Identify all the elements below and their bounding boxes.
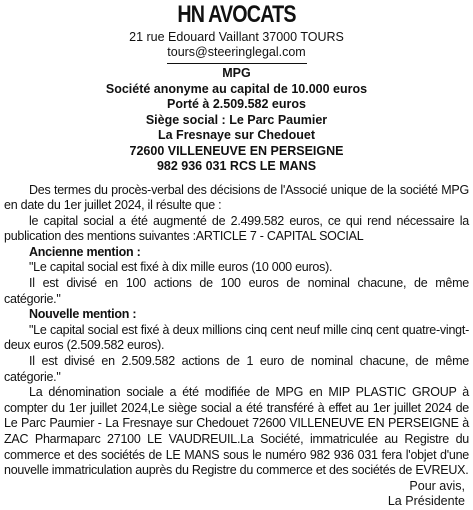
company-name: MPG [222,66,251,80]
capital-change-paragraph: le capital social a été augmenté de 2.499.582 euros, ce qui rend nécessaire la publication des mentions suivantes :ARTICLE 7 - CAPITAL SOCIAL [4,213,469,244]
notice-body [4,183,469,479]
new-mention-line-2: Il est divisé en 2.509.582 actions de 1 euro de nominal chacune, de même catégorie." [4,354,469,384]
closing-text: Pour avis, [409,478,465,493]
header-divider [167,63,307,64]
company-seat-label: Siège social : Le Parc Paumier [145,112,328,127]
signatory: La Présidente [387,494,465,509]
old-mention-title: Ancienne mention : [29,244,141,259]
firm-address: 21 rue Edouard Vaillant 37000 TOURS [129,30,344,44]
notice-header [4,0,469,64]
old-mention-line-2: Il est divisé en 100 actions de 100 euros de nominal chacune, de même catégorie." [4,276,469,306]
company-block [4,66,469,175]
new-mention-line-1: "Le capital social est fixé à deux millions cinq cent neuf mille cinq cent quatre-vingt-deux euros (2.509.582 euros). [4,322,469,353]
company-seat-street: La Fresnaye sur Chedouet [158,128,315,142]
new-mention-title: Nouvelle mention : [29,307,137,322]
denomination-paragraph: La dénomination sociale a été modifiée de MPG en MIP PLASTIC GROUP à compter du 1er juillet 2024,Le siège social a été transféré à effet au 1er juillet 2024 de Le Parc Paumier - La Fresnaye sur Chedouet 72600 VILLENEUVE EN PERSEIGNE à ZAC Pharmaparc 27100 LE VAUDREUIL.La Société, immatriculée au Registre du commerce et des sociétés de LE MANS sous le numéro 982 936 031 fera l'objet d'une nouvelle immatriculation auprès du Registre du commerce et des sociétés de EVREUX. [4,385,469,478]
old-mention-line-1: "Le capital social est fixé à dix mille euros (10 000 euros). [29,260,333,275]
signature-block [4,479,469,510]
company-seat-city: 72600 VILLENEUVE EN PERSEIGNE [129,143,344,158]
firm-name: HN AVOCATS [177,1,296,28]
company-rcs: 982 936 031 RCS LE MANS [156,159,317,173]
intro-paragraph: Des termes du procès-verbal des décisions de l'Associé unique de la société MPG en date du 1er juillet 2024, il résulte que : [4,182,469,213]
company-capital: Porté à 2.509.582 euros [167,97,306,111]
firm-email: tours@steeringlegal.com [167,45,306,59]
company-legal-form: Société anonyme au capital de 10.000 euros [105,81,368,96]
